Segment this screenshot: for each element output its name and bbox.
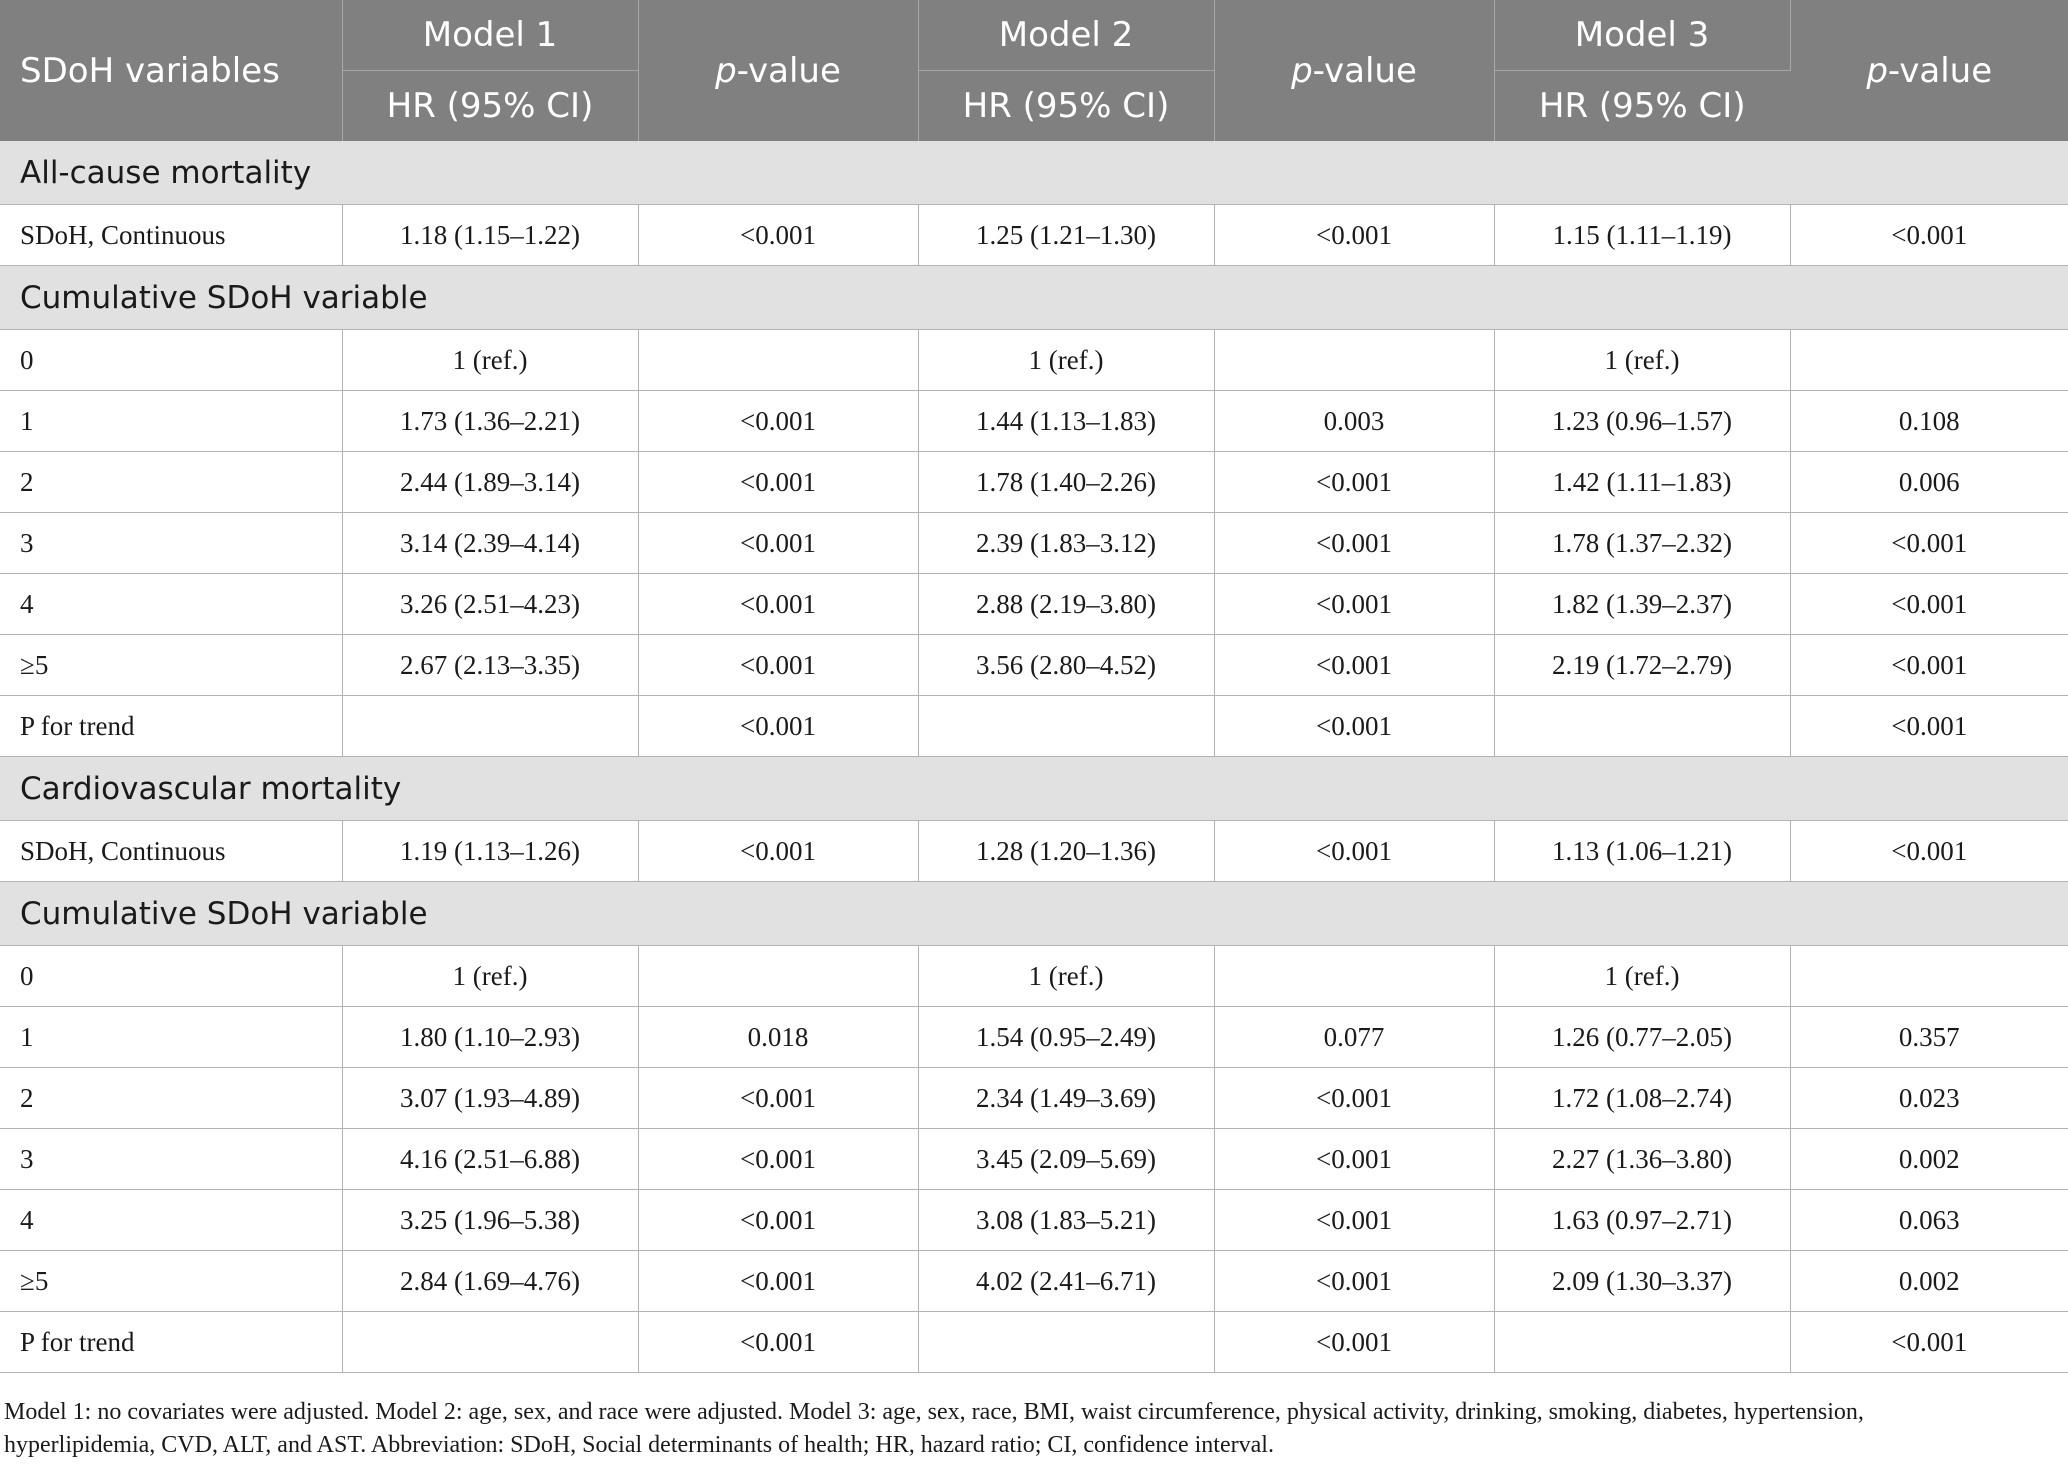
table-row	[0, 391, 2068, 452]
cell-model-3-p: <0.001	[1790, 513, 2068, 574]
cell-variable: SDoH, Continuous	[0, 205, 342, 266]
cell-model-3-p: 0.063	[1790, 1190, 2068, 1251]
cell-model-2-p: <0.001	[1214, 1190, 1494, 1251]
table-row	[0, 1251, 2068, 1312]
cell-model-1-hr: 1.73 (1.36–2.21)	[342, 391, 638, 452]
cell-model-1-hr: 2.67 (2.13–3.35)	[342, 635, 638, 696]
cell-model-1-hr: 1 (ref.)	[342, 946, 638, 1007]
p-suffix: -value	[1312, 50, 1417, 91]
cell-variable: 1	[0, 1007, 342, 1068]
cell-model-1-p: <0.001	[638, 821, 918, 882]
cell-model-3-p: 0.002	[1790, 1129, 2068, 1190]
cell-model-2-p: <0.001	[1214, 696, 1494, 757]
cell-model-2-hr: 1.54 (0.95–2.49)	[918, 1007, 1214, 1068]
cell-model-3-hr: 1.72 (1.08–2.74)	[1494, 1068, 1790, 1129]
cell-model-1-p: <0.001	[638, 391, 918, 452]
footnote-line-1: Model 1: no covariates were adjusted. Model 2: age, sex, and race were adjusted. Model 3: age, sex, race, BMI, waist circumference, physical activity, drinking, smoking, diabetes, hypertension,	[4, 1399, 1864, 1425]
cell-model-1-hr: 3.26 (2.51–4.23)	[342, 574, 638, 635]
cell-model-2-hr	[918, 1312, 1214, 1373]
section-row	[0, 266, 2068, 330]
cell-model-3-hr: 2.19 (1.72–2.79)	[1494, 635, 1790, 696]
cell-model-3-hr: 1.13 (1.06–1.21)	[1494, 821, 1790, 882]
cell-model-1-hr	[342, 696, 638, 757]
cell-model-3-p: 0.002	[1790, 1251, 2068, 1312]
cell-model-2-p: <0.001	[1214, 205, 1494, 266]
cell-model-1-hr: 1.80 (1.10–2.93)	[342, 1007, 638, 1068]
cell-model-1-hr: 4.16 (2.51–6.88)	[342, 1129, 638, 1190]
cell-model-2-hr: 3.45 (2.09–5.69)	[918, 1129, 1214, 1190]
cell-model-3-p: <0.001	[1790, 635, 2068, 696]
table-row	[0, 513, 2068, 574]
cell-model-1-hr: 3.07 (1.93–4.89)	[342, 1068, 638, 1129]
cell-model-3-hr: 1 (ref.)	[1494, 946, 1790, 1007]
cell-model-1-hr: 2.44 (1.89–3.14)	[342, 452, 638, 513]
cell-variable: 0	[0, 330, 342, 391]
cell-model-2-hr: 2.39 (1.83–3.12)	[918, 513, 1214, 574]
cell-variable: ≥5	[0, 635, 342, 696]
cell-model-3-p: 0.023	[1790, 1068, 2068, 1129]
p-suffix: -value	[1887, 50, 1993, 91]
cell-model-2-p: <0.001	[1214, 1129, 1494, 1190]
header-hr-ci-3: HR (95% CI)	[1494, 71, 1790, 142]
cell-model-3-p: 0.006	[1790, 452, 2068, 513]
header-model-2: Model 2	[918, 0, 1214, 71]
section-row	[0, 757, 2068, 821]
cell-variable: SDoH, Continuous	[0, 821, 342, 882]
cell-model-3-hr: 1.23 (0.96–1.57)	[1494, 391, 1790, 452]
cell-model-2-hr: 1 (ref.)	[918, 330, 1214, 391]
cell-model-2-p: <0.001	[1214, 1251, 1494, 1312]
cell-model-2-hr: 2.34 (1.49–3.69)	[918, 1068, 1214, 1129]
table-row	[0, 330, 2068, 391]
p-suffix: -value	[736, 50, 841, 91]
cell-model-2-p: <0.001	[1214, 635, 1494, 696]
cell-model-1-p: 0.018	[638, 1007, 918, 1068]
cell-model-2-hr: 4.02 (2.41–6.71)	[918, 1251, 1214, 1312]
header-model-1: Model 1	[342, 0, 638, 71]
header-hr-ci-2: HR (95% CI)	[918, 71, 1214, 142]
section-label: All-cause mortality	[0, 141, 2068, 205]
cell-model-2-p	[1214, 330, 1494, 391]
cell-model-2-hr: 1.78 (1.40–2.26)	[918, 452, 1214, 513]
cell-model-1-p: <0.001	[638, 1129, 918, 1190]
section-label: Cumulative SDoH variable	[0, 266, 2068, 330]
table-header	[0, 0, 2068, 141]
cell-model-1-p	[638, 330, 918, 391]
cell-model-2-hr	[918, 696, 1214, 757]
cell-model-1-hr: 1.19 (1.13–1.26)	[342, 821, 638, 882]
cell-model-1-p: <0.001	[638, 1068, 918, 1129]
cell-variable: 3	[0, 1129, 342, 1190]
p-italic: p	[715, 50, 737, 91]
cell-variable: 4	[0, 574, 342, 635]
cell-model-1-p: <0.001	[638, 696, 918, 757]
table-row	[0, 696, 2068, 757]
cell-model-3-p: 0.357	[1790, 1007, 2068, 1068]
cell-model-3-p	[1790, 330, 2068, 391]
cell-variable: 0	[0, 946, 342, 1007]
cell-model-2-hr: 1.28 (1.20–1.36)	[918, 821, 1214, 882]
cell-model-2-hr: 3.08 (1.83–5.21)	[918, 1190, 1214, 1251]
cell-model-2-p: <0.001	[1214, 1312, 1494, 1373]
cell-model-3-p: <0.001	[1790, 696, 2068, 757]
table-row	[0, 1190, 2068, 1251]
cell-model-2-hr: 3.56 (2.80–4.52)	[918, 635, 1214, 696]
cell-model-2-p: <0.001	[1214, 821, 1494, 882]
cell-model-3-hr: 1 (ref.)	[1494, 330, 1790, 391]
cell-model-1-hr: 1 (ref.)	[342, 330, 638, 391]
cell-model-2-p: <0.001	[1214, 513, 1494, 574]
cell-model-1-p	[638, 946, 918, 1007]
cell-model-1-p: <0.001	[638, 513, 918, 574]
table-row	[0, 635, 2068, 696]
cell-model-3-hr: 1.42 (1.11–1.83)	[1494, 452, 1790, 513]
cell-variable: 1	[0, 391, 342, 452]
cell-model-1-p: <0.001	[638, 1312, 918, 1373]
cell-model-2-p	[1214, 946, 1494, 1007]
header-p-value-3	[1790, 0, 2068, 141]
cell-model-2-hr: 1 (ref.)	[918, 946, 1214, 1007]
cell-model-3-hr: 1.63 (0.97–2.71)	[1494, 1190, 1790, 1251]
cell-variable: 4	[0, 1190, 342, 1251]
header-model-3: Model 3	[1494, 0, 1790, 71]
section-label: Cardiovascular mortality	[0, 757, 2068, 821]
table-footnote	[0, 1396, 2064, 1462]
cell-model-2-p: 0.003	[1214, 391, 1494, 452]
table-row	[0, 1312, 2068, 1373]
cell-model-2-p: 0.077	[1214, 1007, 1494, 1068]
section-label: Cumulative SDoH variable	[0, 882, 2068, 946]
section-row	[0, 882, 2068, 946]
table-body	[0, 141, 2068, 1373]
cell-model-3-p: <0.001	[1790, 1312, 2068, 1373]
cell-model-2-p: <0.001	[1214, 452, 1494, 513]
cell-model-2-hr: 1.25 (1.21–1.30)	[918, 205, 1214, 266]
header-hr-ci-1: HR (95% CI)	[342, 71, 638, 142]
cell-model-1-hr: 3.25 (1.96–5.38)	[342, 1190, 638, 1251]
p-italic: p	[1291, 50, 1313, 91]
section-row	[0, 141, 2068, 205]
cell-model-3-p: <0.001	[1790, 821, 2068, 882]
cell-model-1-p: <0.001	[638, 205, 918, 266]
cell-model-1-p: <0.001	[638, 452, 918, 513]
cell-model-2-p: <0.001	[1214, 574, 1494, 635]
cell-model-1-p: <0.001	[638, 1190, 918, 1251]
cell-model-3-hr: 1.26 (0.77–2.05)	[1494, 1007, 1790, 1068]
cell-variable: 3	[0, 513, 342, 574]
table-row	[0, 1129, 2068, 1190]
cell-model-1-hr	[342, 1312, 638, 1373]
p-italic: p	[1866, 50, 1888, 91]
cell-model-3-hr: 1.15 (1.11–1.19)	[1494, 205, 1790, 266]
cell-variable: 2	[0, 1068, 342, 1129]
table-row	[0, 946, 2068, 1007]
cell-model-3-p: <0.001	[1790, 205, 2068, 266]
cell-model-1-p: <0.001	[638, 574, 918, 635]
cell-variable: 2	[0, 452, 342, 513]
header-sdoh-variables: SDoH variables	[0, 0, 342, 141]
cell-model-1-hr: 3.14 (2.39–4.14)	[342, 513, 638, 574]
cell-model-3-hr: 2.27 (1.36–3.80)	[1494, 1129, 1790, 1190]
cell-variable: ≥5	[0, 1251, 342, 1312]
cell-model-1-hr: 2.84 (1.69–4.76)	[342, 1251, 638, 1312]
cell-model-3-hr: 1.78 (1.37–2.32)	[1494, 513, 1790, 574]
table-row	[0, 205, 2068, 266]
cell-model-3-hr: 1.82 (1.39–2.37)	[1494, 574, 1790, 635]
cell-variable: P for trend	[0, 696, 342, 757]
header-p-value-1	[638, 0, 918, 141]
cell-model-2-hr: 1.44 (1.13–1.83)	[918, 391, 1214, 452]
cell-model-3-hr	[1494, 1312, 1790, 1373]
cell-model-1-hr: 1.18 (1.15–1.22)	[342, 205, 638, 266]
cell-model-2-p: <0.001	[1214, 1068, 1494, 1129]
table-row	[0, 1007, 2068, 1068]
table-row	[0, 452, 2068, 513]
cell-model-3-p	[1790, 946, 2068, 1007]
cell-model-1-p: <0.001	[638, 635, 918, 696]
cell-model-3-hr	[1494, 696, 1790, 757]
header-p-value-2	[1214, 0, 1494, 141]
table-row	[0, 574, 2068, 635]
table-row	[0, 821, 2068, 882]
cell-model-3-hr: 2.09 (1.30–3.37)	[1494, 1251, 1790, 1312]
cell-variable: P for trend	[0, 1312, 342, 1373]
cell-model-2-hr: 2.88 (2.19–3.80)	[918, 574, 1214, 635]
cell-model-3-p: <0.001	[1790, 574, 2068, 635]
cell-model-3-p: 0.108	[1790, 391, 2068, 452]
cell-model-1-p: <0.001	[638, 1251, 918, 1312]
footnote-line-2: hyperlipidemia, CVD, ALT, and AST. Abbreviation: SDoH, Social determinants of health; HR, hazard ratio; CI, confidence interval.	[4, 1432, 1274, 1458]
table-row	[0, 1068, 2068, 1129]
